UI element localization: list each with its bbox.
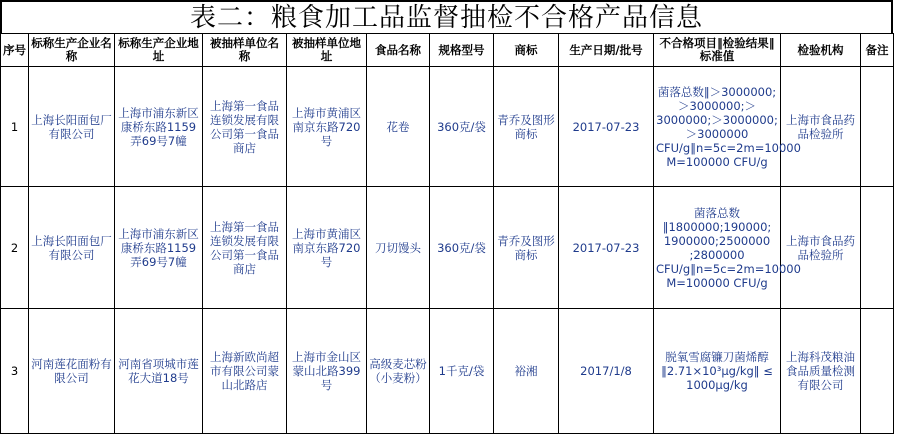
- cell-spec: 360克/袋: [430, 187, 494, 309]
- header-row: [1, 34, 894, 67]
- cell-trademark: 裕湘: [494, 309, 559, 434]
- cell-seq: 2: [1, 187, 29, 309]
- header-food-name: 食品名称: [367, 34, 430, 67]
- header-seq: 序号: [1, 34, 29, 67]
- cell-food-name: 花卷: [367, 67, 430, 187]
- cell-sampled-unit-name: 上海第一食品连锁发展有限公司第一食品商店: [203, 67, 287, 187]
- cell-nonconformity: 菌落总数‖1800000;190000; 1900000;2500000 ;2800000 CFU/g‖n=5c=2m=10000 M=100000 CFU/g: [654, 187, 781, 309]
- cell-producer-address: 上海市浦东新区康桥东路1159弄69号7幢: [115, 67, 203, 187]
- cell-producer-name: 上海长阳面包厂有限公司: [29, 67, 115, 187]
- cell-food-name: 高级麦芯粉（小麦粉）: [367, 309, 430, 434]
- table-row: [1, 309, 894, 434]
- header-trademark: 商标: [494, 34, 559, 67]
- header-producer-name: 标称生产企业名称: [29, 34, 115, 67]
- cell-spec: 1千克/袋: [430, 309, 494, 434]
- cell-seq: 3: [1, 309, 29, 434]
- header-production-date: 生产日期/批号: [559, 34, 654, 67]
- table-row: [1, 187, 894, 309]
- header-spec: 规格型号: [430, 34, 494, 67]
- cell-remark: [861, 309, 894, 434]
- cell-sampled-unit-address: 上海市金山区蒙山北路399号: [287, 309, 367, 434]
- cell-nonconformity: 脱氧雪腐镰刀菌烯醇‖2.71×10³μg/kg‖ ≤ 1000μg/kg: [654, 309, 781, 434]
- cell-inspection-agency: 上海市食品药品检验所: [781, 187, 861, 309]
- header-sampled-unit-name: 被抽样单位名称: [203, 34, 287, 67]
- header-sampled-unit-address: 被抽样单位地址: [287, 34, 367, 67]
- header-producer-address: 标称生产企业地址: [115, 34, 203, 67]
- cell-remark: [861, 67, 894, 187]
- header-nonconformity: 不合格项目‖检验结果‖标准值: [654, 34, 781, 67]
- cell-sampled-unit-address: 上海市黄浦区南京东路720号: [287, 187, 367, 309]
- cell-spec: 360克/袋: [430, 67, 494, 187]
- table-row: [1, 67, 894, 187]
- cell-sampled-unit-address: 上海市黄浦区南京东路720号: [287, 67, 367, 187]
- cell-producer-name: 河南莲花面粉有限公司: [29, 309, 115, 434]
- table-title: 表二：粮食加工品监督抽检不合格产品信息: [0, 0, 893, 33]
- header-remark: 备注: [861, 34, 894, 67]
- cell-producer-address: 河南省项城市莲花大道18号: [115, 309, 203, 434]
- cell-inspection-agency: 上海科茂粮油食品质量检测有限公司: [781, 309, 861, 434]
- header-inspection-agency: 检验机构: [781, 34, 861, 67]
- cell-producer-address: 上海市浦东新区康桥东路1159弄69号7幢: [115, 187, 203, 309]
- cell-food-name: 刀切馒头: [367, 187, 430, 309]
- cell-producer-name: 上海长阳面包厂有限公司: [29, 187, 115, 309]
- cell-sampled-unit-name: 上海第一食品连锁发展有限公司第一食品商店: [203, 187, 287, 309]
- nonconforming-products-table: [0, 33, 894, 434]
- cell-nonconformity: 菌落总数‖＞3000000;＞3000000;＞3000000;＞3000000;＞3000000 CFU/g‖n=5c=2m=10000 M=100000 CFU/g: [654, 67, 781, 187]
- cell-inspection-agency: 上海市食品药品检验所: [781, 67, 861, 187]
- cell-remark: [861, 187, 894, 309]
- cell-trademark: 青乔及图形商标: [494, 187, 559, 309]
- cell-production-date: 2017/1/8: [559, 309, 654, 434]
- cell-seq: 1: [1, 67, 29, 187]
- cell-production-date: 2017-07-23: [559, 67, 654, 187]
- cell-production-date: 2017-07-23: [559, 187, 654, 309]
- cell-trademark: 青乔及图形商标: [494, 67, 559, 187]
- cell-sampled-unit-name: 上海新欧尚超市有限公司蒙山北路店: [203, 309, 287, 434]
